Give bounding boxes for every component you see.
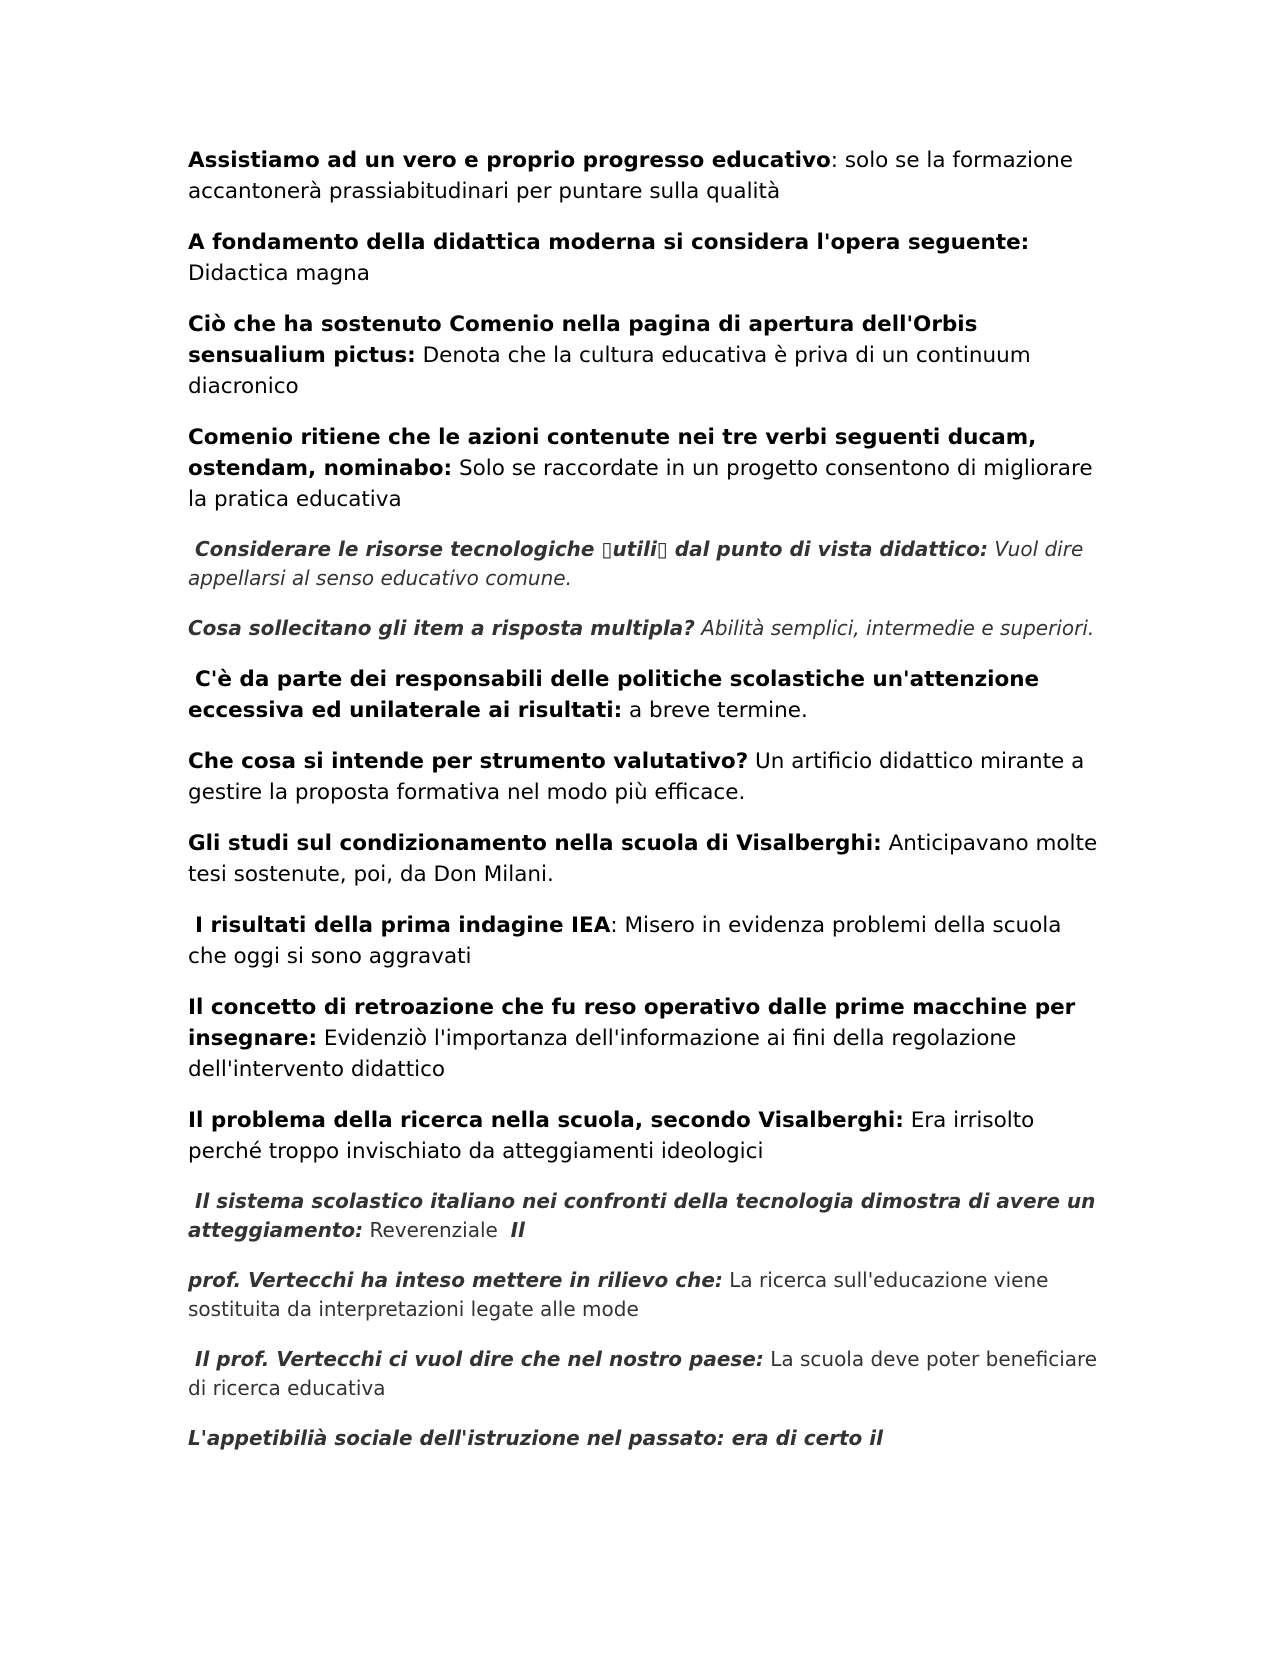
qa-item bbox=[188, 145, 1098, 207]
question: Il prof. Vertecchi ci vuol dire che nel nostro paese: bbox=[195, 1347, 764, 1371]
answer: Solo se raccordate in un progetto consentono di migliorare la pratica educativa bbox=[188, 456, 1093, 512]
answer: Vuol dire appellarsi al senso educativo comune. bbox=[188, 537, 1084, 590]
answer: Misero in evidenza problemi della scuola che oggi si sono aggravati bbox=[188, 913, 1062, 969]
qa-item bbox=[188, 309, 1098, 402]
answer: a breve termine. bbox=[629, 698, 808, 723]
qa-item bbox=[188, 910, 1098, 972]
question: Gli studi sul condizionamento nella scuola di Visalberghi: bbox=[188, 831, 882, 856]
question: Assistiamo ad un vero e proprio progresso educativo bbox=[188, 148, 831, 173]
qa-item bbox=[188, 746, 1098, 808]
qa-item bbox=[188, 227, 1098, 289]
document-page bbox=[188, 145, 1098, 1453]
answer: Denota che la cultura educativa è priva di un continuum diacronico bbox=[188, 343, 1031, 399]
question: I risultati della prima indagine IEA bbox=[195, 913, 611, 938]
answer: Abilità semplici, intermedie e superiori. bbox=[701, 616, 1095, 640]
answer: solo se la formazione accantonerà prassiabitudinari per puntare sulla qualità bbox=[188, 148, 1073, 204]
qa-item bbox=[188, 535, 1098, 593]
qa-item bbox=[188, 1105, 1098, 1167]
qa-item bbox=[188, 828, 1098, 890]
question: L'appetibilià sociale dell'istruzione nel passato: era di certo il bbox=[188, 1426, 883, 1450]
qa-item bbox=[188, 614, 1098, 643]
question: A fondamento della didattica moderna si considera l'opera seguente: bbox=[188, 230, 1030, 255]
question: Considerare le risorse tecnologiche ▯utili▯ dal punto di vista didattico: bbox=[195, 537, 988, 561]
question: Il sistema scolastico italiano nei confronti della tecnologia dimostra di avere un atteggiamento: bbox=[188, 1189, 1096, 1242]
separator: : bbox=[830, 148, 845, 173]
qa-item bbox=[188, 1424, 1098, 1453]
qa-item bbox=[188, 1345, 1098, 1403]
question: Il concetto di retroazione che fu reso operativo dalle prime macchine per insegnare: bbox=[188, 995, 1076, 1051]
answer: Evidenziò l'importanza dell'informazione ai fini della regolazione dell'intervento didattico bbox=[188, 1026, 1017, 1082]
continuation-fragment: Il bbox=[510, 1218, 525, 1242]
question: Il problema della ricerca nella scuola, secondo Visalberghi: bbox=[188, 1108, 904, 1133]
answer: Reverenziale bbox=[369, 1218, 498, 1242]
question: prof. Vertecchi ha inteso mettere in rilievo che: bbox=[188, 1268, 723, 1292]
question: Che cosa si intende per strumento valutativo? bbox=[188, 749, 749, 774]
question: Ciò che ha sostenuto Comenio nella pagina di apertura dell'Orbis sensualium pictus: bbox=[188, 312, 978, 368]
answer: Era irrisolto perché troppo invischiato da atteggiamenti ideologici bbox=[188, 1108, 1035, 1164]
qa-item bbox=[188, 992, 1098, 1085]
question: C'è da parte dei responsabili delle politiche scolastiche un'attenzione eccessiva ed unilaterale ai risultati: bbox=[188, 667, 1040, 723]
answer: Anticipavano molte tesi sostenute, poi, da Don Milani. bbox=[188, 831, 1098, 887]
answer: Didactica magna bbox=[188, 261, 370, 286]
answer: La ricerca sull'educazione viene sostituita da interpretazioni legate alle mode bbox=[188, 1268, 1049, 1321]
answer: Un artificio didattico mirante a gestire la proposta formativa nel modo più efficace. bbox=[188, 749, 1085, 805]
answer: La scuola deve poter beneficiare di ricerca educativa bbox=[188, 1347, 1098, 1400]
qa-item bbox=[188, 664, 1098, 726]
question: Cosa sollecitano gli item a risposta multipla? bbox=[188, 616, 695, 640]
question: Comenio ritiene che le azioni contenute nei tre verbi seguenti ducam, ostendam, nominabo: bbox=[188, 425, 1037, 481]
qa-item bbox=[188, 422, 1098, 515]
separator: : bbox=[610, 913, 625, 938]
qa-item bbox=[188, 1187, 1098, 1245]
qa-item bbox=[188, 1266, 1098, 1324]
